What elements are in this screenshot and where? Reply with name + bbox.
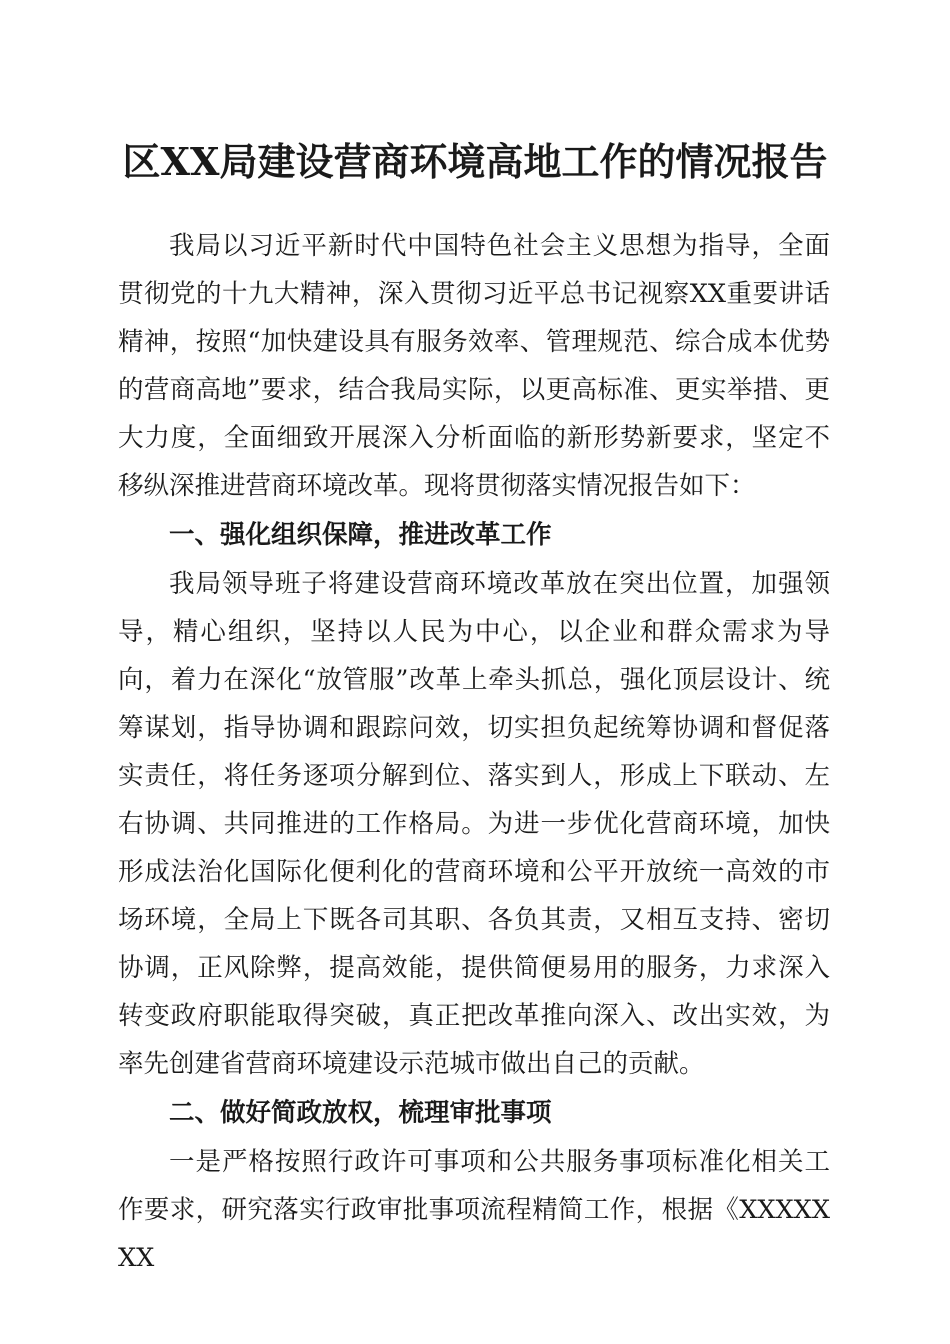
section-2-paragraph: 一是严格按照行政许可事项和公共服务事项标准化相关工作要求，研究落实行政审批事项流程精简工作，根据《XXXXXXX (118, 1147, 830, 1273)
document-title: 区XX局建设营商环境高地工作的情况报告 (122, 139, 828, 184)
document-body (118, 222, 830, 1282)
intro-paragraph: 我局以习近平新时代中国特色社会主义思想为指导，全面贯彻党的十九大精神，深入贯彻习近平总书记视察XX重要讲话精神，按照“加快建设具有服务效率、管理规范、综合成本优势的营商高地”要求，结合我局实际，以更高标准、更实举措、更大力度，全面细致开展深入分析面临的新形势新要求，坚定不移纵深推进营商环境改革。现将贯彻落实情况报告如下： (118, 231, 830, 501)
section-1-paragraph: 我局领导班子将建设营商环境改革放在突出位置，加强领导，精心组织，坚持以人民为中心，以企业和群众需求为导向，着力在深化“放管服”改革上牵头抓总，强化顶层设计、统筹谋划，指导协调和跟踪问效，切实担负起统筹协调和督促落实责任，将任务逐项分解到位、落实到人，形成上下联动、左右协调、共同推进的工作格局。为进一步优化营商环境，加快形成法治化国际化便利化的营商环境和公平开放统一高效的市场环境，全局上下既各司其职、各负其责，又相互支持、密切协调，正风除弊，提高效能，提供简便易用的服务，力求深入转变政府职能取得突破，真正把改革推向深入、改出实效，为率先创建省营商环境建设示范城市做出自己的贡献。 (118, 569, 830, 1079)
section-1-heading: 一、强化组织保障，推进改革工作 (169, 520, 552, 550)
section-2-heading: 二、做好简政放权，梳理审批事项 (169, 1098, 552, 1128)
